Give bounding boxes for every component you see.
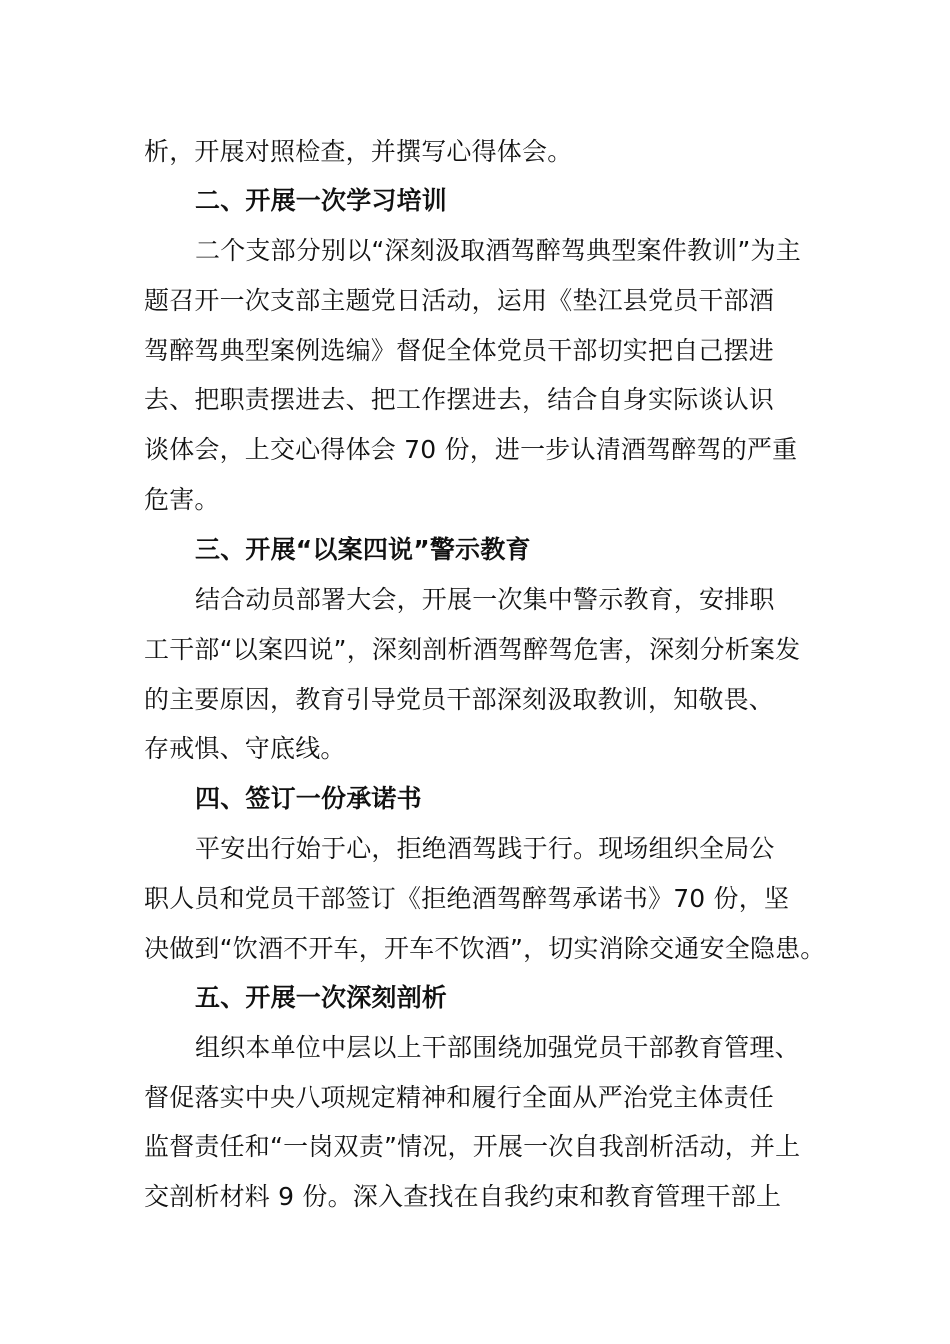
body-line: 题召开一次支部主题党日活动，运用《垫江县党员干部酒 <box>144 286 775 315</box>
section-heading: 二、开展一次学习培训 <box>195 186 448 215</box>
body-line: 监督责任和“一岗双责”情况，开展一次自我剖析活动，并上 <box>144 1132 801 1161</box>
section-heading: 五、开展一次深刻剖析 <box>195 983 448 1012</box>
body-line: 驾醉驾典型案例选编》督促全体党员干部切实把自己摆进 <box>144 336 775 365</box>
body-line: 工干部“以案四说”，深刻剖析酒驾醉驾危害，深刻分析案发 <box>144 635 801 664</box>
body-line: 决做到“饮酒不开车，开车不饮酒”，切实消除交通安全隐患。 <box>144 934 826 963</box>
paragraph-first-line: 组织本单位中层以上干部围绕加强党员干部教育管理、 <box>195 1033 800 1062</box>
body-line: 督促落实中央八项规定精神和履行全面从严治党主体责任 <box>144 1083 775 1112</box>
body-line: 危害。 <box>144 485 220 514</box>
body-line: 职人员和党员干部签订《拒绝酒驾醉驾承诺书》70 份，坚 <box>144 884 790 913</box>
body-line: 存戒惧、守底线。 <box>144 734 346 763</box>
body-line: 交剖析材料 9 份。深入查找在自我约束和教育管理干部上 <box>144 1182 782 1211</box>
paragraph-first-line: 二个支部分别以“深刻汲取酒驾醉驾典型案件教训”为主 <box>195 236 801 265</box>
paragraph-first-line: 平安出行始于心，拒绝酒驾践于行。现场组织全局公 <box>195 834 775 863</box>
body-line: 的主要原因，教育引导党员干部深刻汲取教训，知敬畏、 <box>144 685 775 714</box>
body-line: 去、把职责摆进去、把工作摆进去，结合自身实际谈认识 <box>144 385 775 414</box>
paragraph-first-line: 结合动员部署大会，开展一次集中警示教育，安排职 <box>195 585 775 614</box>
section-heading: 四、签订一份承诺书 <box>195 784 422 813</box>
body-line: 谈体会，上交心得体会 70 份，进一步认清酒驾醉驾的严重 <box>144 435 798 464</box>
section-heading: 三、开展“以案四说”警示教育 <box>195 535 531 564</box>
body-line: 析，开展对照检查，并撰写心得体会。 <box>144 137 573 166</box>
